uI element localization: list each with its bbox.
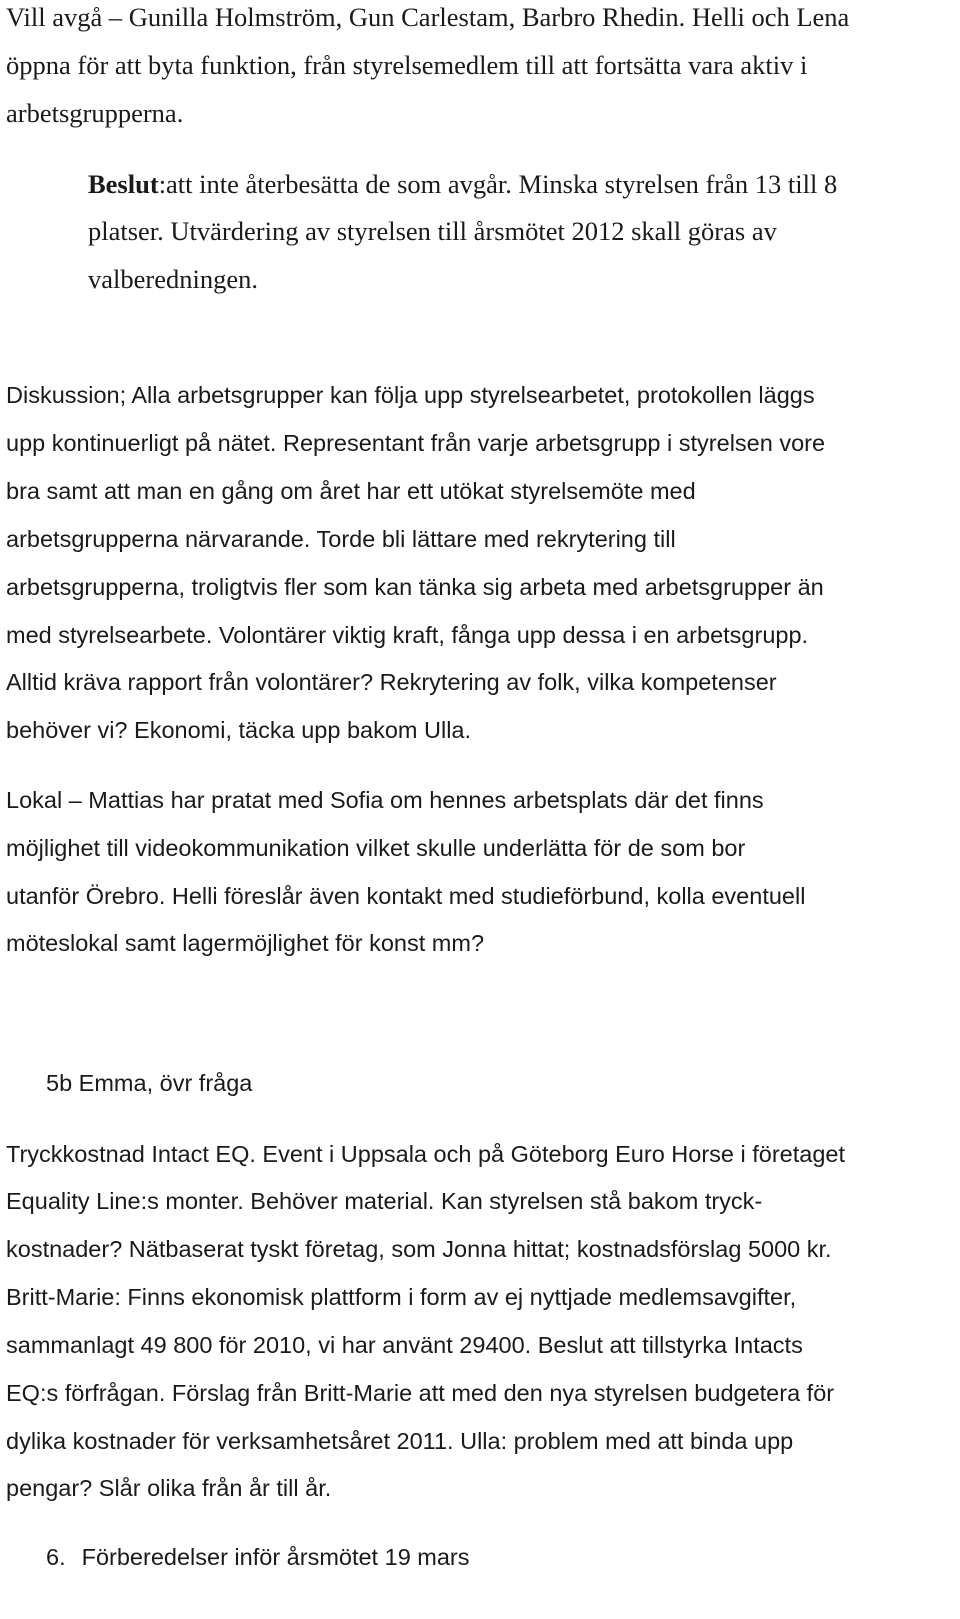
section-5b-line: Tryckkostnad Intact EQ. Event i Uppsala och på Göteborg Euro Horse i företaget: [6, 1141, 846, 1167]
discussion-line: Diskussion; Alla arbetsgrupper kan följa upp styrelsearbetet, protokollen läggs: [6, 382, 815, 408]
decision-line: platser. Utvärdering av styrelsen till årsmötet 2012 skall göras av: [88, 216, 777, 246]
section-6-number: 6.: [46, 1544, 66, 1570]
decision-line: valberedningen.: [88, 264, 258, 294]
section-5b-heading: 5b Emma, övr fråga: [46, 1070, 253, 1096]
lokal-line: möjlighet till videokommunikation vilket skulle underlätta för de som bor: [6, 835, 746, 861]
discussion-line: med styrelsearbete. Volontärer viktig kraft, fånga upp dessa i en arbetsgrupp.: [6, 622, 809, 648]
paragraph-line: arbetsgrupperna.: [6, 98, 184, 128]
lokal-line: möteslokal samt lagermöjlighet för konst mm?: [6, 930, 485, 956]
section-5b-line: EQ:s förfrågan. Förslag från Britt-Marie att med den nya styrelsen budgetera för: [6, 1380, 835, 1406]
discussion-line: arbetsgrupperna, troligtvis fler som kan tänka sig arbeta med arbetsgrupper än: [6, 574, 824, 600]
decision-line: [88, 171, 837, 198]
section-5b-line: sammanlagt 49 800 för 2010, vi har använt 29400. Beslut att tillstyrka Intacts: [6, 1332, 803, 1358]
discussion-line: bra samt att man en gång om året har ett utökat styrelsemöte med: [6, 478, 696, 504]
section-6-heading: [46, 1546, 470, 1570]
section-5b-line: dylika kostnader för verksamhetsåret 2011. Ulla: problem med att binda upp: [6, 1428, 794, 1454]
discussion-line: behöver vi? Ekonomi, täcka upp bakom Ulla.: [6, 717, 472, 743]
discussion-line: arbetsgrupperna närvarande. Torde bli lättare med rekrytering till: [6, 526, 676, 552]
section-5b-line: kostnader? Nätbaserat tyskt företag, som Jonna hittat; kostnadsförslag 5000 kr.: [6, 1236, 832, 1262]
lokal-line: Lokal – Mattias har pratat med Sofia om hennes arbetsplats där det finns: [6, 787, 764, 813]
decision-text: :att inte återbesätta de som avgår. Minska styrelsen från 13 till 8: [158, 169, 838, 199]
paragraph-line: Vill avgå – Gunilla Holmström, Gun Carlestam, Barbro Rhedin. Helli och Lena: [6, 2, 850, 32]
section-5b-line: pengar? Slår olika från år till år.: [6, 1475, 332, 1501]
paragraph-line: öppna för att byta funktion, från styrelsemedlem till att fortsätta vara aktiv i: [6, 50, 808, 80]
section-5b-line: Equality Line:s monter. Behöver material. Kan styrelsen stå bakom tryck-: [6, 1188, 763, 1214]
discussion-line: upp kontinuerligt på nätet. Representant från varje arbetsgrupp i styrelsen vore: [6, 430, 826, 456]
decision-label: Beslut: [88, 169, 159, 199]
section-6-title: Förberedelser inför årsmötet 19 mars: [81, 1544, 470, 1570]
section-5b-line: Britt-Marie: Finns ekonomisk plattform i form av ej nyttjade medlemsavgifter,: [6, 1284, 797, 1310]
discussion-line: Alltid kräva rapport från volontärer? Rekrytering av folk, vilka kompetenser: [6, 669, 777, 695]
lokal-line: utanför Örebro. Helli föreslår även kontakt med studieförbund, kolla eventuell: [6, 883, 806, 909]
